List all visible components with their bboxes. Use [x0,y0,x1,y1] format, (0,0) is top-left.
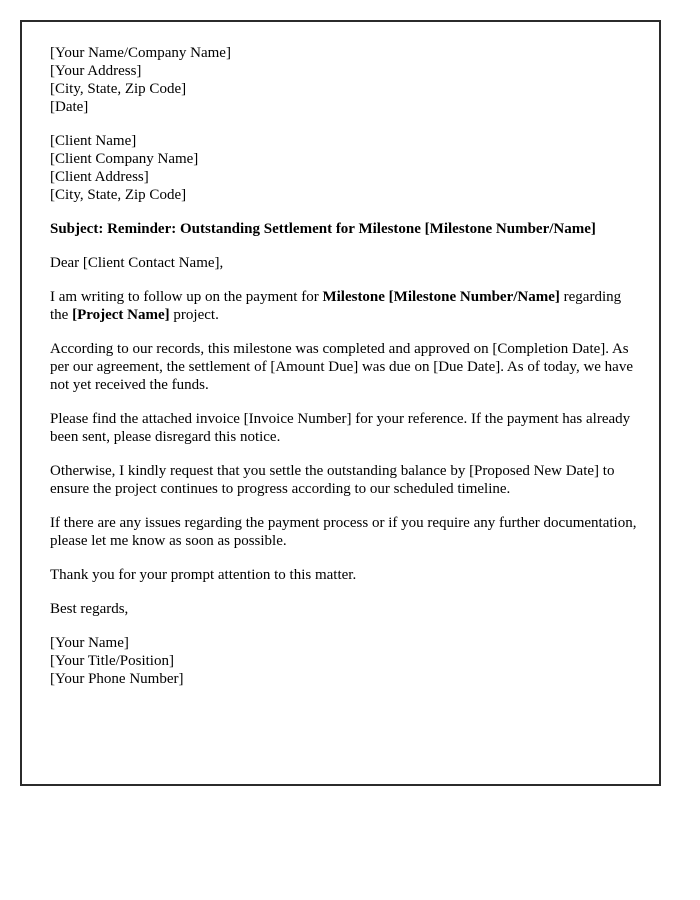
body-paragraph: If there are any issues regarding the payment process or if you require any further documentation, please let me know as soon as possible. [50,515,637,549]
body-paragraph: I am writing to follow up on the payment for Milestone [Milestone Number/Name] regarding the [Project Name] project. [50,289,622,323]
body-paragraph: According to our records, this milestone was completed and approved on [Completion Date]. As per our agreement, the settlement of [Amount Due] was due on [Due Date]. As of today, we have not yet received the funds. [50,341,634,393]
letter-line: [Your Phone Number] [50,671,184,687]
letter-line: [Client Address] [50,169,149,185]
body-paragraph: Please find the attached invoice [Invoice Number] for your reference. If the payment has already been sent, please disregard this notice. [50,411,631,445]
letter-line: [City, State, Zip Code] [50,81,187,97]
salutation: Dear [Client Contact Name], [50,255,224,271]
letter-line: [Your Name] [50,635,129,651]
body-paragraph: Otherwise, I kindly request that you settle the outstanding balance by [Proposed New Date] to ensure the project continues to progress according to our scheduled timeline. [50,463,615,497]
body-paragraph: Thank you for your prompt attention to this matter. [50,567,357,583]
letter-line: [City, State, Zip Code] [50,187,187,203]
letter-line: [Client Name] [50,133,137,149]
letter-line: [Date] [50,99,89,115]
letter-line: [Your Name/Company Name] [50,45,231,61]
letter-line: [Your Title/Position] [50,653,174,669]
body-paragraphs [50,288,642,584]
signature-block [50,634,642,688]
recipient-block [50,132,642,204]
letter-line: [Client Company Name] [50,151,199,167]
letter-page [20,20,661,786]
closing: Best regards, [50,601,129,617]
subject-line: Subject: Reminder: Outstanding Settlement for Milestone [Milestone Number/Name] [50,221,596,237]
letter-line: [Your Address] [50,63,142,79]
sender-block [50,44,642,116]
